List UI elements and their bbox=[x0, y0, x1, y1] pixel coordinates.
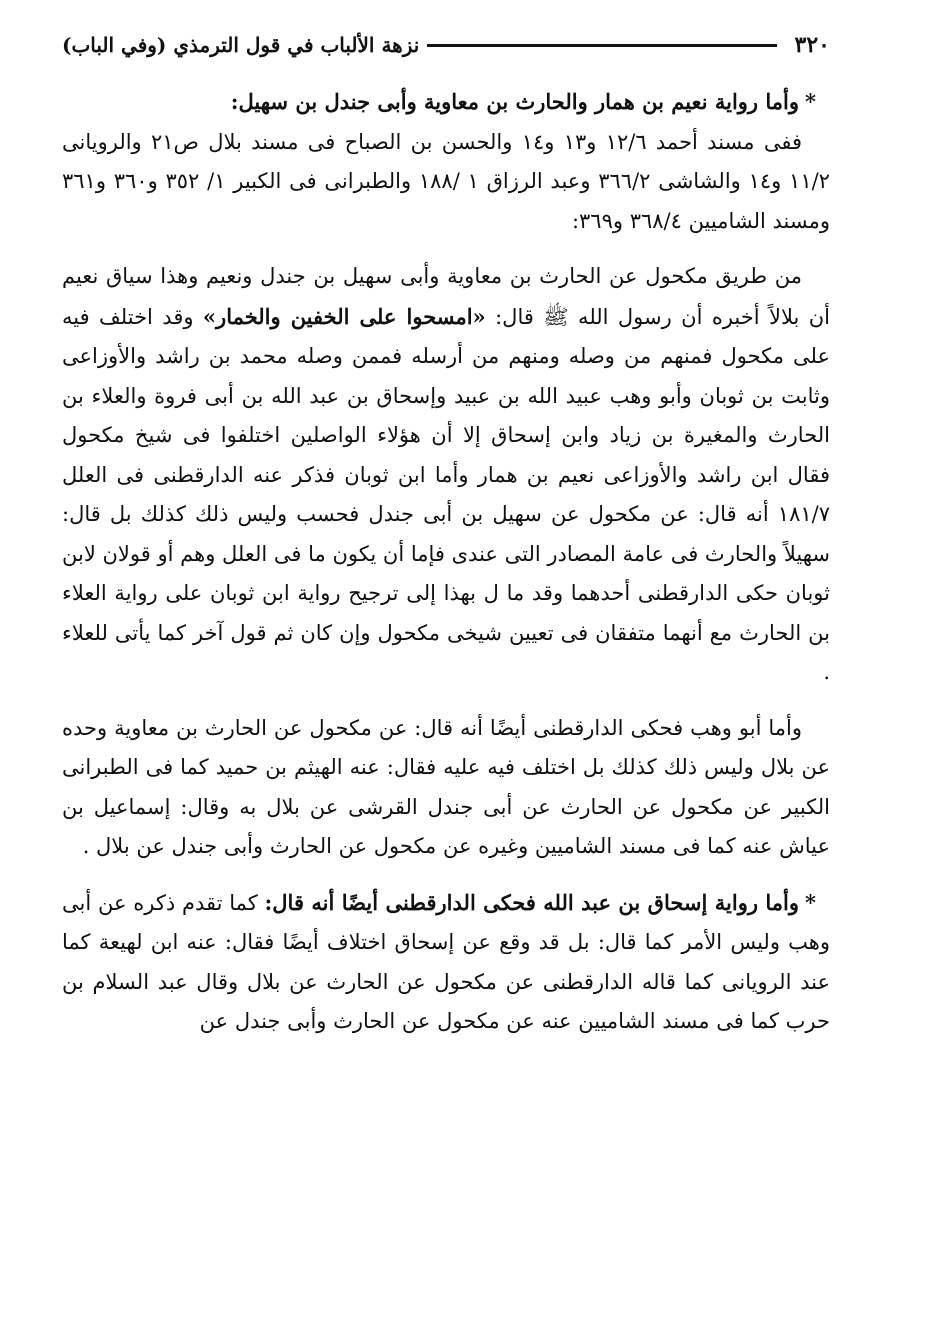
hadith-quote: «امسحوا على الخفين والخمار» bbox=[202, 303, 486, 329]
running-title: نزهة الألباب في قول الترمذي (وفي الباب) bbox=[62, 33, 420, 57]
header-rule bbox=[427, 44, 776, 47]
asterisk-marker: * bbox=[805, 89, 816, 114]
heading-text: وأما رواية إسحاق بن عبد الله فحكى الدارقطنى أيضًا أنه قال: bbox=[264, 889, 800, 915]
paragraph-narration bbox=[62, 257, 830, 693]
section-heading-1 bbox=[62, 82, 830, 123]
asterisk-marker: * bbox=[805, 889, 816, 915]
narration-text-a: من طريق مكحول عن الحارث بن معاوية وأبى سهيل بن جندل ونعيم وهذا سياق نعيم أن بلالاً أخبره أن رسول الله ﷺ قال: bbox=[62, 264, 830, 329]
paragraph-abu-wahb: وأما أبو وهب فحكى الدارقطنى أيضًا أنه قال: عن مكحول عن الحارث بن معاوية وحده عن بلال وليس ذلك كذلك بل اختلف فيه عليه فقال: عنه الهيثم بن حميد كما فى الطبرانى الكبير عن مكحول عن الحارث عن أبى جندل القرشى عن بلال به وقال: إسماعيل بن عياش عنه كما فى مسند الشاميين وغيره عن مكحول عن الحارث وأبى جندل عن بلال . bbox=[62, 715, 830, 858]
page-header bbox=[62, 26, 830, 64]
page-body bbox=[62, 82, 830, 1042]
paragraph-sources: ففى مسند أحمد ١٢/٦ و١٣ و١٤ والحسن بن الصباح فى مسند بلال ص٢١ والرويانى ١١/٢ و١٤ والشاشى ٣٦٦/٢ وعبد الرزاق ١ /١٨٨ والطبرانى فى الكبير ١/ ٣٥٢ و٣٦٠ و٣٦١ ومسند الشاميين ٣٦٨/٤ و٣٦٩: bbox=[62, 129, 830, 233]
page-number: ٣٢٠ bbox=[794, 32, 830, 58]
section-2-text: كما تقدم ذكره عن أبى وهب وليس الأمر كما قال: بل قد وقع عن إسحاق اختلاف أيضًا فقال: عنه ابن لهيعة كما عند الرويانى كما قاله الدارقطنى عن مكحول عن الحارث عن بلال وقال عبد السلام بن حرب كما فى مسند الشاميين عنه عن مكحول عن الحارث وأبى جندل عن bbox=[62, 890, 830, 1033]
heading-text: وأما رواية نعيم بن همار والحارث بن معاوية وأبى جندل بن سهيل: bbox=[230, 89, 800, 114]
narration-text-b: وقد اختلف فيه على مكحول فمنهم من وصله ومنهم من أرسله فممن وصله محمد بن راشد والأوزاعى وثابت بن ثوبان وأبو وهب عبيد الله بن عبيد وإسحاق بن عبد الله بن أبى فروة والعلاء بن الحارث والمغيرة بن زياد وابن إسحاق إلا أن هؤلاء الواصلين اختلفوا فى شيخ مكحول فقال ابن راشد والأوزاعى نعيم بن همار وأما ابن ثوبان فذكر عنه الدارقطنى فى العلل ١٨١/٧ أنه قال: عن مكحول عن سهيل بن أبى جندل فحسب وليس ذلك كذلك بل قال: سهيلاً والحارث فى عامة المصادر التى عندى فإما أن يكون ما فى العلل وهم أو قولان لابن ثوبان حكى الدارقطنى أحدهما وقد ما ل بهذا إلى ترجيح رواية ابن ثوبان على رواية العلاء بن الحارث مع أنهما متفقان فى تعيين شيخى مكحول وإن كان ثم قول آخر كما يأتى للعلاء . bbox=[62, 304, 830, 684]
section-heading-2 bbox=[62, 883, 830, 1042]
